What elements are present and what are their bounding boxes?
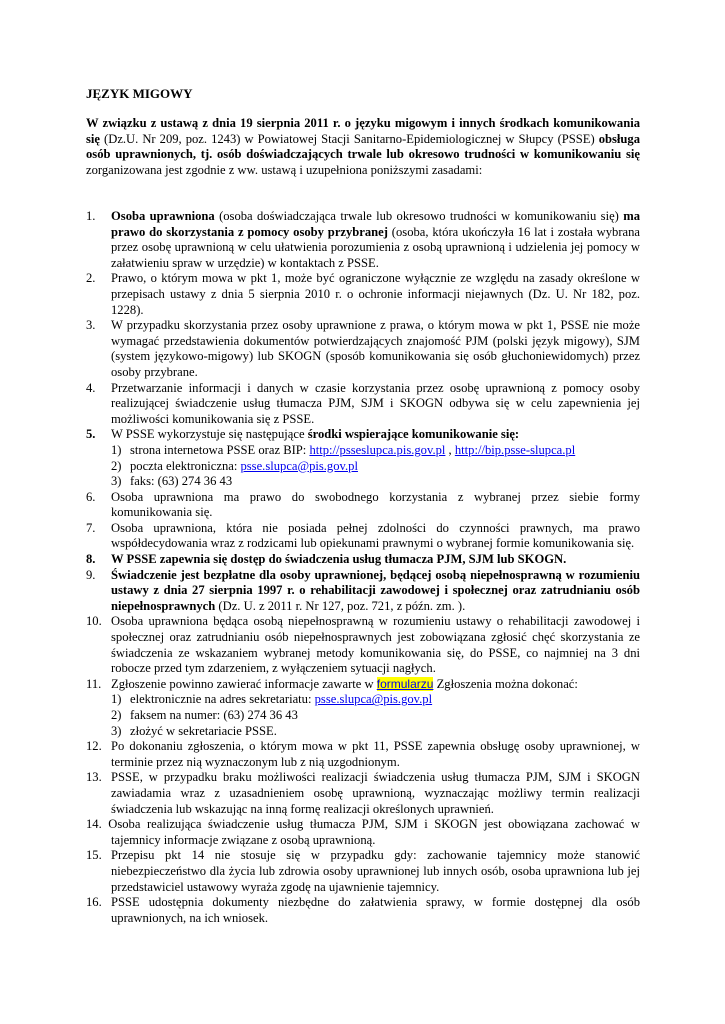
item-13-text: PSSE, w przypadku braku możliwości realizacji świadczenia usług tłumacza PJM, SJM i SKOGN zawiadamia wraz z uzasadnieniem osobę uprawnioną, wyznaczając możliwy termin realizacji świadczenia lub wskazując na inną formę realizacji określonych uprawnień. [111, 770, 640, 816]
intro-bold-1: W związku z ustawą z dnia 19 sierpnia 2011 r. o języku migowym i innych środkach komunikowania się [86, 116, 640, 146]
bip-link[interactable]: http://bip.psse-slupca.pl [454, 442, 576, 457]
item-number: 15. [86, 848, 102, 863]
subitem-number: 2) [111, 708, 122, 722]
subitem-text: poczta elektroniczna: [130, 458, 241, 473]
list-item-11 [86, 677, 640, 739]
item-10-text: Osoba uprawniona będąca osobą niepełnosprawną w rozumieniu ustawy o rehabilitacji zawodowej i społecznej oraz zatrudnianiu osób niepełnosprawnych jest zobowiązana zgłosić chęć skorzystania ze świadczenia ze wskazaniem wybranej metody komunikowania się, do PSSE, co najmniej na 3 dni robocze przed tym zdarzeniem, z wyłączeniem sytuacji nagłych. [111, 614, 640, 676]
item-number: 6. [86, 489, 96, 504]
item-9-text-b: (Dz. U. z 2011 r. Nr 127, poz. 721, z późn. zm. ). [215, 598, 466, 613]
item-number: 1. [86, 209, 96, 223]
subitem-number: 1) [111, 442, 122, 457]
list-item-2 [86, 271, 640, 318]
subitem-text: faks: (63) 274 36 43 [130, 474, 233, 489]
item-number: 16. [86, 895, 102, 910]
subitem-text: strona internetowa PSSE oraz BIP: [130, 442, 310, 457]
item-number: 8. [86, 552, 96, 567]
list-item-4 [86, 381, 640, 428]
item-1-bold-a: Osoba uprawniona [111, 209, 215, 223]
list-item-13 [86, 770, 640, 817]
item-number: 13. [86, 770, 102, 785]
subitem-number: 3) [111, 723, 122, 738]
list-item-6 [86, 490, 640, 521]
item-number: 5. [86, 427, 96, 442]
sublist-item [111, 459, 640, 475]
item-12-text: Po dokonaniu zgłoszenia, o którym mowa w pkt 11, PSSE zapewnia obsługę osoby uprawnionej, w terminie przez nią wyznaczonym lub z nią uzgodnionym. [111, 739, 640, 769]
intro-bold-2: obsługa osób uprawnionych, tj. osób doświadczających trwale lub okresowo trudności w komunikowaniu się [86, 131, 640, 162]
item-14-hanging [86, 817, 640, 848]
page-title: JĘZYK MIGOWY [86, 86, 193, 101]
item-5-bold-b: środki wspierające komunikowanie się: [307, 427, 520, 442]
sublist-item [111, 443, 640, 459]
subitem-text: złożyć w sekretariacie PSSE. [130, 723, 277, 738]
subitem-number: 1) [111, 692, 122, 707]
subitem-number: 2) [111, 458, 122, 473]
item-number: 9. [86, 567, 96, 582]
list-item-5 [86, 427, 640, 489]
website-link[interactable]: http://psseslupca.pis.gov.pl [309, 442, 446, 457]
intro-text-1: (Dz.U. Nr 209, poz. 1243) w Powiatowej Stacji Sanitarno-Epidemiologicznej w Słupcy (PSSE) [100, 131, 599, 146]
form-link[interactable]: formularzu [376, 676, 434, 691]
list-item-12 [86, 739, 640, 770]
list-item-7 [86, 521, 640, 552]
list-item-14 [86, 817, 640, 848]
item-4-text: Przetwarzanie informacji i danych w czasie korzystania przez osobę uprawnioną z pomocy osoby realizującej świadczenie usług tłumacza PJM, SJM i SKOGN odbywa się w celu zapewnienia jej możliwości komunikowania się z PSSE. [111, 380, 640, 426]
item-1-text-d: (osoba, która ukończyła 16 lat i została wybrana przez osobę uprawnioną w celu ułatwienia porozumienia z osobą uprawnioną i udzielenia jej pomocy w załatwieniu spraw w urzędzie) w kontaktach z PSSE. [111, 224, 640, 270]
item-15-text: Przepisu pkt 14 nie stosuje się w przypadku gdy: zachowanie tajemnicy może stanowić niebezpieczeństwo dla życia lub zdrowia osoby uprawnionej lub innych osób, osoba uprawniona lub jej przedstawiciel ustawowy wyraża zgodę na ujawnienie tajemnicy. [111, 848, 640, 894]
item-9-bold-a: Świadczenie jest bezpłatne dla osoby uprawnionej, będącej osobą niepełnosprawną w rozumieniu ustawy z dnia 27 sierpnia 1997 r. o rehabilitacji zawodowej i społecznej oraz zatrudnianiu osób niepełnosprawnych [111, 567, 640, 613]
item-5-text-a: W PSSE wykorzystuje się następujące [111, 427, 308, 442]
item-3-text: W przypadku skorzystania przez osoby uprawnione z prawa, o którym mowa w pkt 1, PSSE nie może wymagać przedstawienia dokumentów potwierdzających znajomość PJM (polski język migowy), SJM (system językowo-migowy) lub SKOGN (sposób komunikowania się osób głuchoniewidomych) przez osoby przybrane. [111, 318, 640, 379]
item-number: 14. [86, 817, 102, 832]
sublist-item [111, 708, 640, 724]
rules-list [86, 209, 640, 926]
email-link[interactable]: psse.slupca@pis.gov.pl [240, 458, 358, 473]
list-item-9 [86, 568, 640, 615]
item-16-text: PSSE udostępnia dokumenty niezbędne do załatwienia sprawy, w formie dostępnej dla osób uprawnionych, na ich wniosek. [111, 895, 640, 925]
sublist-item [111, 474, 640, 490]
list-item-1 [86, 209, 640, 271]
subitem-number: 3) [111, 474, 122, 489]
item-1-text-b: (osoba doświadczająca trwale lub okresowo trudności w komunikowaniu się) [214, 209, 624, 223]
item-14-text: Osoba realizująca świadczenie usług tłumacza PJM, SJM i SKOGN jest obowiązana zachować w tajemnicy informacje związane z osobą uprawnioną. [108, 817, 640, 847]
link-separator: , [445, 442, 455, 457]
list-item-16 [86, 895, 640, 926]
item-11-sublist [111, 692, 640, 739]
item-5-sublist [111, 443, 640, 490]
list-item-8 [86, 552, 640, 568]
item-number: 3. [86, 318, 96, 333]
item-6-text: Osoba uprawniona ma prawo do swobodnego korzystania z wybranej przez siebie formy komunikowania się. [111, 489, 640, 520]
list-item-3 [86, 318, 640, 380]
subitem-text: elektronicznie na adres sekretariatu: [130, 692, 315, 707]
secretariat-email-link[interactable]: psse.slupca@pis.gov.pl [314, 692, 433, 707]
item-8-text: W PSSE zapewnia się dostęp do świadczenia usług tłumacza PJM, SJM lub SKOGN. [111, 552, 567, 567]
item-number: 11. [86, 676, 102, 691]
item-2-text: Prawo, o którym mowa w pkt 1, może być ograniczone wyłącznie ze względu na zasady określone w przepisach ustawy z dnia 5 sierpnia 2010 r. o ochronie informacji niejawnych (Dz. U. Nr 182, poz. 1228). [111, 271, 640, 317]
item-number: 10. [86, 614, 102, 629]
subitem-text: faksem na numer: (63) 274 36 43 [130, 708, 298, 722]
item-7-text: Osoba uprawniona, która nie posiada pełnej zdolności do czynności prawnych, ma prawo współdecydowania wraz z rodzicami lub opiekunami prawnymi o wybranej formie komunikowania się. [111, 520, 640, 551]
item-number: 4. [86, 380, 96, 395]
list-item-10 [86, 614, 640, 676]
sublist-item [111, 724, 640, 740]
item-1-bold-c: ma prawo do skorzystania z pomocy osoby przybranej [111, 209, 640, 239]
intro-text-2: zorganizowana jest zgodnie z ww. ustawą i uzupełniona poniższymi zasadami: [86, 162, 483, 177]
item-number: 2. [86, 271, 96, 286]
intro-paragraph [86, 116, 640, 178]
item-number: 7. [86, 520, 96, 535]
list-item-15 [86, 848, 640, 895]
sublist-item [111, 692, 640, 708]
item-11-text-b: Zgłoszenia można dokonać: [433, 676, 578, 691]
item-11-text-a: Zgłoszenie powinno zawierać informacje zawarte w [111, 676, 377, 691]
item-number: 12. [86, 739, 102, 754]
